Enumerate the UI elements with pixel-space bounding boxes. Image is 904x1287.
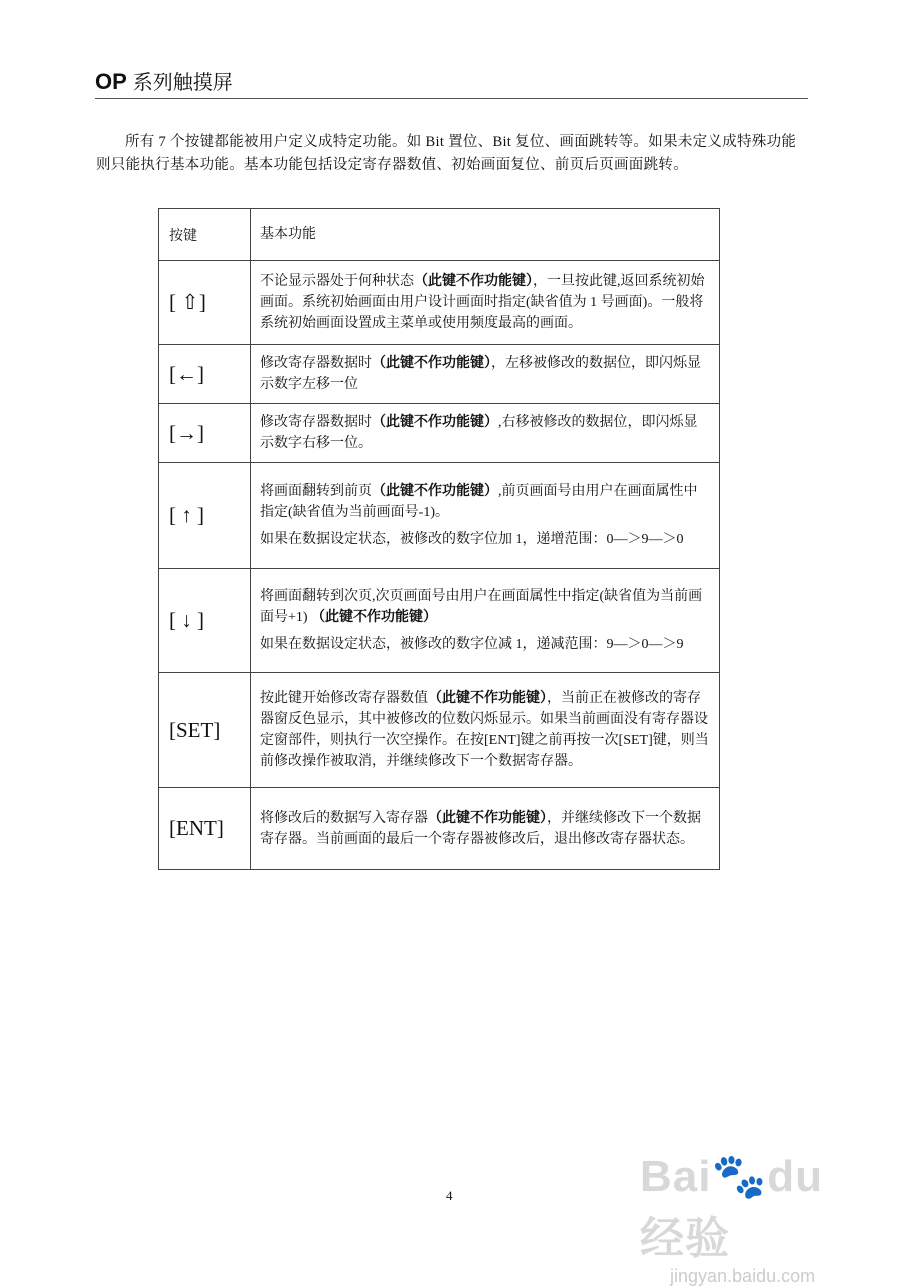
function-paragraph [260, 634, 711, 655]
table-row [159, 345, 720, 404]
function-paragraph [260, 586, 711, 628]
table-row [159, 261, 720, 345]
text-span: ，左移被修改的数据位，即闪烁显示数字左移一位 [260, 356, 701, 392]
function-paragraph [260, 529, 711, 550]
page-number: 4 [446, 1188, 453, 1203]
text-span: ,右移被修改的数据位，即闪烁显示数字右移一位。 [260, 415, 698, 451]
table-row [159, 788, 720, 870]
text-span: 将画面翻转到次页,次页画面号由用户在画面属性中指定(缺省值为当前画面号+1) [260, 589, 703, 625]
key-cell: [ ↑ ] [159, 463, 251, 569]
bold-note: （此键不作功能键） [372, 415, 498, 430]
text-span: ，当前正在被修改的寄存器窗反色显示，其中被修改的位数闪烁显示。如果当前画面没有寄存器设定窗部件，则执行一次空操作。在按[ENT]键之前再按一次[SET]键，则当前修改操作被取消，并继续修改下一个数据寄存器。 [260, 691, 709, 769]
text-span: ,前页画面号由用户在画面属性中指定(缺省值为当前画面号-1)。 [260, 484, 698, 520]
table-row [159, 463, 720, 569]
text-span: 按此键开始修改寄存器数值 [260, 691, 428, 706]
bold-note: （此键不作功能键） [311, 610, 438, 625]
text-span: 修改寄存器数据时 [260, 356, 372, 371]
bold-note: （此键不作功能键） [428, 691, 547, 706]
function-cell [251, 673, 720, 788]
table-row [159, 569, 720, 673]
header-function: 基本功能 [251, 209, 720, 261]
key-cell: [ ⇧] [159, 261, 251, 345]
watermark-url: jingyan.baidu.com [670, 1266, 816, 1286]
bold-note: （此键不作功能键） [372, 356, 491, 371]
function-cell [251, 788, 720, 870]
text-span: 修改寄存器数据时 [260, 415, 372, 430]
intro-paragraph: 所有 7 个按键都能被用户定义成特定功能。如 Bit 置位、Bit 复位、画面跳转等。如果未定义成特殊功能则只能执行基本功能。基本功能包括设定寄存器数值、初始画面复位、前页后页画面跳转。 [96, 134, 797, 173]
function-paragraph [260, 808, 711, 850]
text-span: 将修改后的数据写入寄存器 [260, 810, 428, 826]
text-span: 如果在数据设定状态，被修改的数字位加 1，递增范围：0—＞9—＞0 [260, 532, 684, 547]
header-title: 系列触摸屏 [132, 72, 233, 94]
text-span: ，一旦按此键,返回系统初始画面。系统初始画面由用户设计画面时指定(缺省值为 1 号画面)。一般将系统初始画面设置成主菜单或使用频度最高的画面。 [260, 274, 705, 331]
key-cell: [ ↓ ] [159, 569, 251, 673]
table-row [159, 673, 720, 788]
baidu-watermark [640, 1150, 880, 1286]
bold-note: （此键不作功能键） [428, 810, 547, 826]
function-cell [251, 261, 720, 345]
page-header [95, 66, 808, 99]
function-paragraph [260, 688, 711, 772]
key-cell: [→] [159, 404, 251, 463]
function-cell [251, 569, 720, 673]
function-cell [251, 404, 720, 463]
watermark-logo: Bai🐾du 经验 [640, 1152, 824, 1263]
text-span: ，并继续修改下一个数据寄存器。当前画面的最后一个寄存器被修改后，退出修改寄存器状态。 [260, 810, 701, 847]
bold-note: （此键不作功能键） [414, 274, 533, 289]
bold-note: （此键不作功能键） [372, 484, 498, 499]
table-row [159, 404, 720, 463]
function-cell [251, 463, 720, 569]
text-span: 将画面翻转到前页 [260, 484, 372, 499]
key-function-table [158, 208, 720, 870]
header-key: 按键 [159, 209, 251, 261]
function-paragraph [260, 353, 711, 395]
key-cell: [SET] [159, 673, 251, 788]
key-cell: [←] [159, 345, 251, 404]
table-header-row [159, 209, 720, 261]
function-paragraph [260, 271, 711, 334]
key-cell: [ENT] [159, 788, 251, 870]
text-span: 不论显示器处于何种状态 [260, 274, 414, 289]
text-span: 如果在数据设定状态，被修改的数字位减 1，递减范围：9—＞0—＞9 [260, 637, 684, 652]
brand: OP [95, 69, 127, 94]
function-cell [251, 345, 720, 404]
function-paragraph [260, 481, 711, 523]
function-paragraph [260, 412, 711, 454]
